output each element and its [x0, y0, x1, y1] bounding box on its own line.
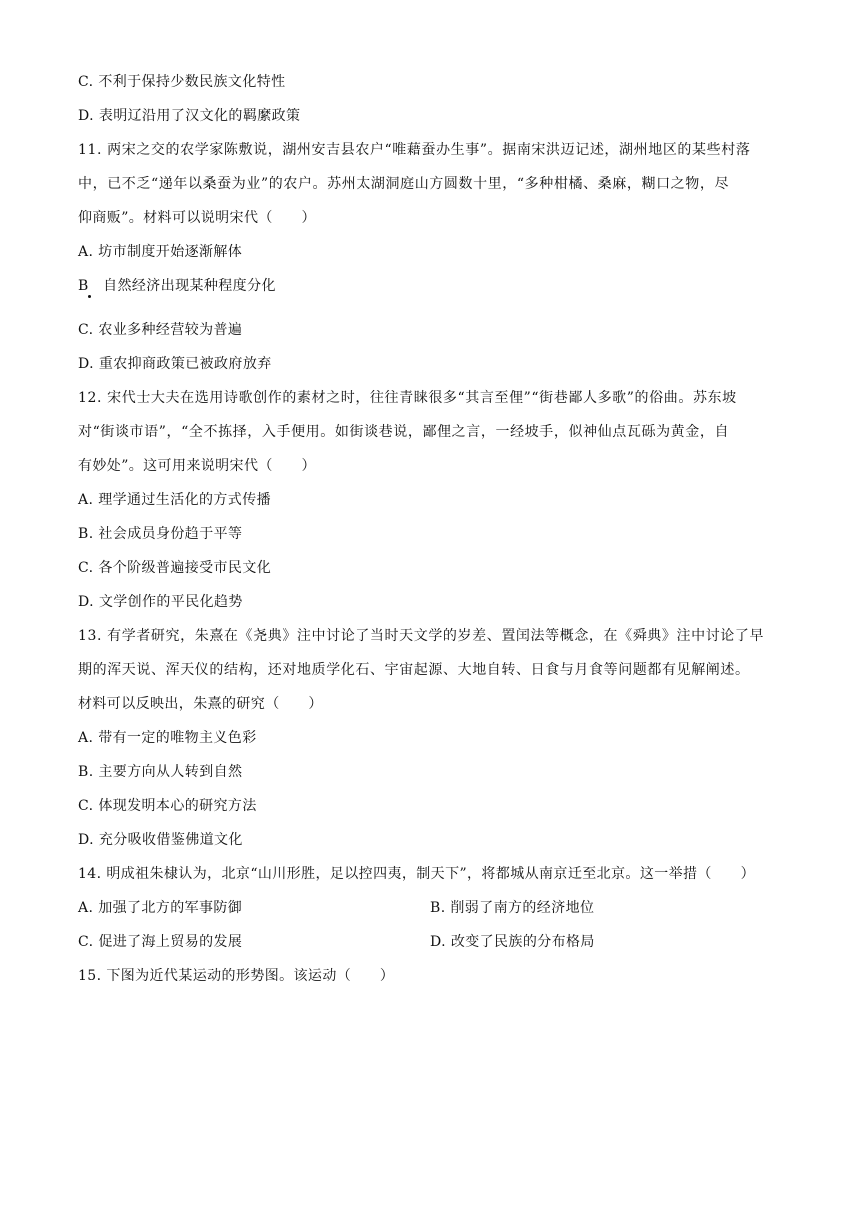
q10-option-c: C. 不利于保持少数民族文化特性	[78, 74, 286, 90]
q14-option-d: D. 改变了民族的分布格局	[430, 934, 595, 950]
q14-option-c: C. 促进了海上贸易的发展	[78, 934, 243, 950]
q13-option-d: D. 充分吸收借鉴佛道文化	[78, 832, 243, 848]
q13-option-b: B. 主要方向从人转到自然	[78, 764, 243, 780]
q13-option-c: C. 体现发明本心的研究方法	[78, 798, 257, 814]
q12-stem-line-3: 有妙处”。这可用来说明宋代（ ）	[78, 458, 316, 474]
q12-option-c: C. 各个阶级普遍接受市民文化	[78, 560, 272, 576]
q12-option-b: B. 社会成员身份趋于平等	[78, 526, 243, 542]
q10-option-d: D. 表明辽沿用了汉文化的羁縻政策	[78, 108, 301, 124]
q11-option-a: A. 坊市制度开始逐渐解体	[78, 244, 243, 260]
q11-stem-line-2: 中，已不乏“递年以桑蚕为业”的农户。苏州太湖洞庭山方圆数十里，“多种柑橘、桑麻，糊口之物，尽	[78, 176, 730, 192]
q11-option-b: B 自然经济出现某种程度分化	[78, 278, 276, 294]
q13-option-a: A. 带有一定的唯物主义色彩	[78, 730, 257, 746]
q13-stem-line-2: 期的浑天说、浑天仪的结构，还对地质学化石、宇宙起源、大地自转、日食与月食等问题都有见解阐述。	[78, 662, 750, 678]
stray-dot-mark	[88, 295, 91, 298]
q14-option-b: B. 削弱了南方的经济地位	[430, 900, 595, 916]
q11-stem-line-3: 仰商贩”。材料可以说明宋代（ ）	[78, 210, 316, 226]
q14-stem: 14. 明成祖朱棣认为，北京“山川形胜，足以控四夷，制天下”，将都城从南京迁至北京。这一举措（ ）	[78, 866, 756, 882]
q12-option-d: D. 文学创作的平民化趋势	[78, 594, 243, 610]
q12-stem-line-1: 12. 宋代士大夫在选用诗歌创作的素材之时，往往青睐很多“其言至俚”“街巷鄙人多歌”的俗曲。苏东坡	[78, 390, 737, 406]
q13-stem-line-1: 13. 有学者研究，朱熹在《尧典》注中讨论了当时天文学的岁差、置闰法等概念，在《舜典》注中讨论了早	[78, 628, 765, 644]
q15-stem: 15. 下图为近代某运动的形势图。该运动（ ）	[78, 968, 395, 984]
q11-option-d: D. 重农抑商政策已被政府放弃	[78, 356, 272, 372]
q11-stem-line-1: 11. 两宋之交的农学家陈敷说，湖州安吉县农户“唯藉蚕办生事”。据南宋洪迈记述，湖州地区的某些村落	[78, 142, 751, 158]
q13-stem-line-3: 材料可以反映出，朱熹的研究（ ）	[78, 696, 323, 712]
q12-option-a: A. 理学通过生活化的方式传播	[78, 492, 272, 508]
q11-option-c: C. 农业多种经营较为普遍	[78, 322, 243, 338]
q14-option-a: A. 加强了北方的军事防御	[78, 900, 243, 916]
q12-stem-line-2: 对“街谈市语”，“全不拣择，入手便用。如街谈巷说，鄙俚之言，一经坡手，似神仙点瓦砾为黄金，自	[78, 424, 730, 440]
